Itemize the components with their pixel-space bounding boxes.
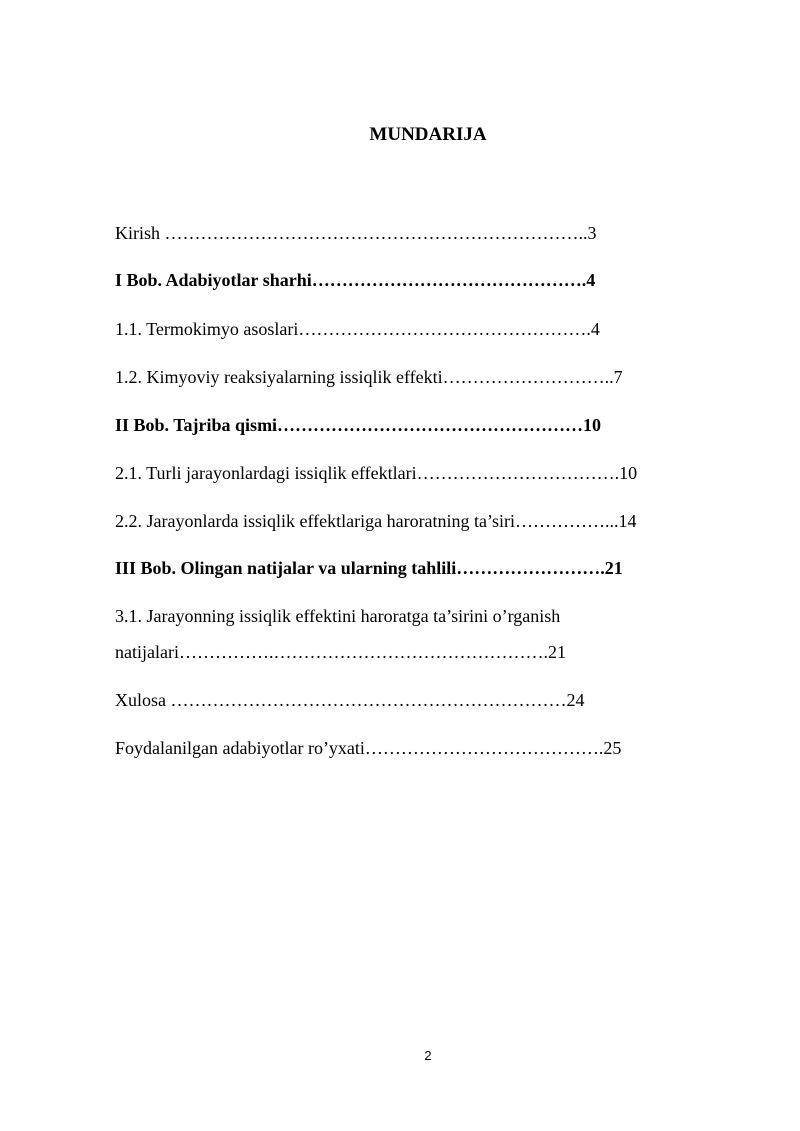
toc-entry-1-1: 1.1. Termokimyo asoslari………………………………………….4 xyxy=(115,319,600,339)
toc-entry-2-2: 2.2. Jarayonlarda issiqlik effektlariga haroratning ta’siri……………...14 xyxy=(115,511,637,531)
toc-entry-adabiyotlar: Foydalanilgan adabiyotlar ro’yxati………………………………….25 xyxy=(115,738,622,758)
toc-entry-chapter-1: I Bob. Adabiyotlar sharhi……………………………………….4 xyxy=(115,270,596,290)
page-title: MUNDARIJA xyxy=(369,124,487,145)
page-number: 2 xyxy=(424,1048,432,1063)
toc-entry-2-1: 2.1. Turli jarayonlardagi issiqlik effektlari…………………………….10 xyxy=(115,463,638,483)
toc-entry-3-1-line2: natijalari…………….……………………………………….21 xyxy=(115,642,566,662)
toc-entry-1-2: 1.2. Kimyoviy reaksiyalarning issiqlik effekti………………………..7 xyxy=(115,367,623,387)
toc-entry-chapter-3: III Bob. Olingan natijalar va ularning tahlili…………………….21 xyxy=(115,558,623,578)
toc-entry-3-1-line1: 3.1. Jarayonning issiqlik effektini haroratga ta’sirini o’rganish xyxy=(115,606,561,626)
toc-entry-kirish: Kirish ……………………………………………………………..3 xyxy=(115,223,597,243)
toc-entry-chapter-2: II Bob. Tajriba qismi……………………………………………10 xyxy=(115,415,602,435)
toc-entry-xulosa: Xulosa …………………………………………………………24 xyxy=(115,690,585,710)
